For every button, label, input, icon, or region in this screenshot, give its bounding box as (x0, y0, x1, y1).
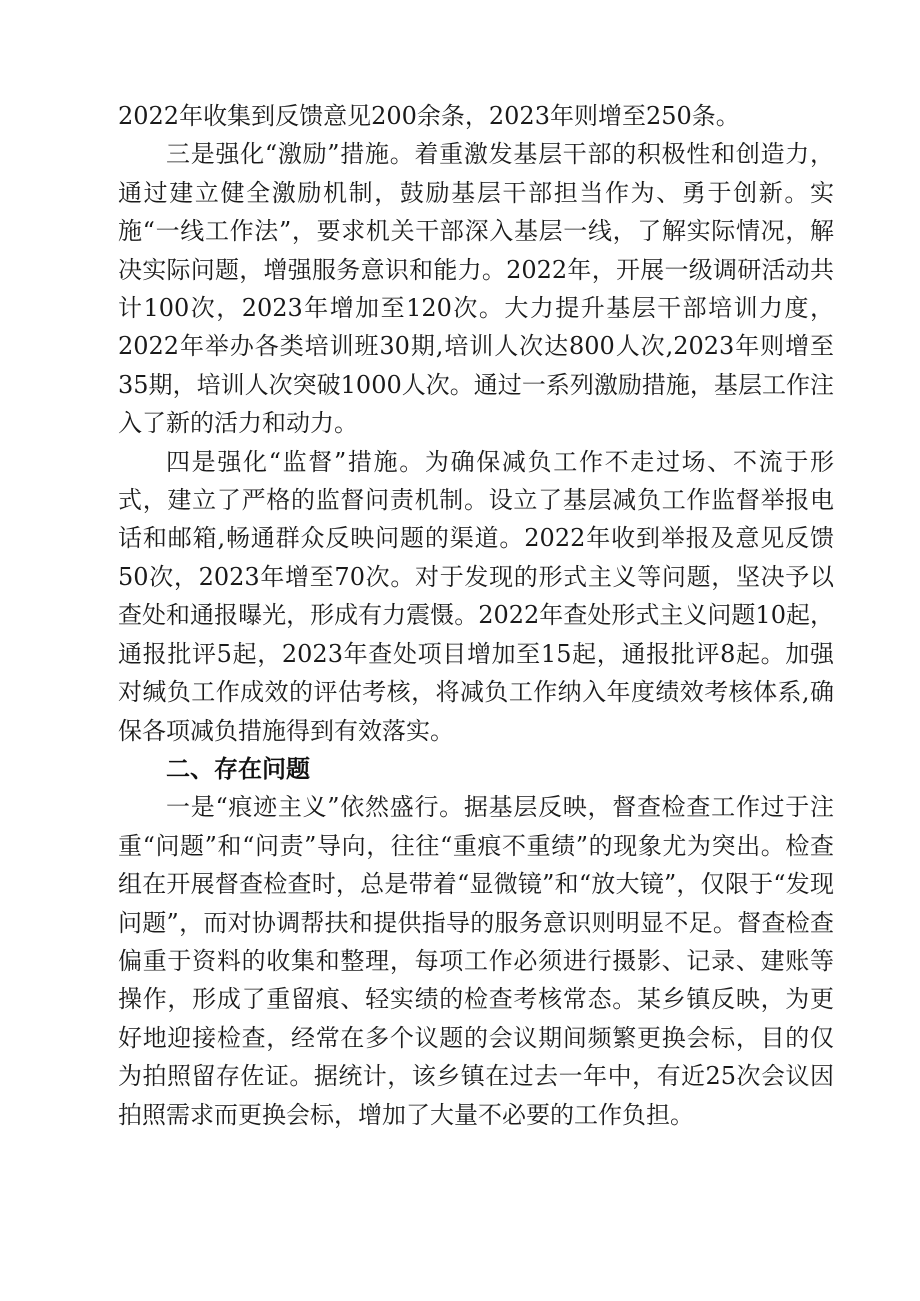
document-body (118, 97, 834, 1134)
paragraph-incentive-measures: 三是强化“激励”措施。着重激发基层干部的积极性和创造力，通过建立健全激励机制，鼓励基层干部担当作为、勇于创新。实施“一线工作法”，要求机关干部深入基层一线，了解实际情况，解决实际问题，增强服务意识和能力。2022年，开展一级调研活动共计100次，2023年增加至120次。大力提升基层干部培训力度，2022年举办各类培训班30期,培训人次达800人次,2023年则增至35期，培训人次突破1000人次。通过一系列激励措施，基层工作注入了新的活力和动力。 (118, 140, 834, 438)
paragraph-feedback-count: 2022年收集到反馈意见200余条，2023年则增至250条。 (118, 102, 740, 130)
paragraph-formalism-traces: 一是“痕迹主义”依然盛行。据基层反映，督查检查工作过于注重“问题”和“问责”导向，往往“重痕不重绩”的现象尤为突出。检查组在开展督查检查时，总是带着“显微镜”和“放大镜”，仅限于“发现问题”，而对协调帮扶和提供指导的服务意识则明显不足。督查检查偏重于资料的收集和整理，每项工作必须进行摄影、记录、建账等操作，形成了重留痕、轻实绩的检查考核常态。某乡镇反映，为更好地迎接检查，经常在多个议题的会议期间频繁更换会标，目的仅为拍照留存佐证。据统计，该乡镇在过去一年中，有近25次会议因拍照需求而更换会标，增加了大量不必要的工作负担。 (118, 793, 834, 1129)
section-heading-existing-problems: 二、存在问题 (166, 754, 310, 783)
paragraph-supervision-measures: 四是强化“监督”措施。为确保减负工作不走过场、不流于形式，建立了严格的监督问责机制。设立了基层减负工作监督举报电话和邮箱,畅通群众反映问题的渠道。2022年收到举报及意见反馈50次，2023年增至70次。对于发现的形式主义等问题，坚决予以查处和通报曝光，形成有力震慑。2022年查处形式主义问题10起，通报批评5起，2023年查处项目增加至15起，通报批评8起。加强对缄负工作成效的评估考核，将减负工作纳入年度绩效考核体系,确保各项减负措施得到有效落实。 (118, 447, 834, 745)
